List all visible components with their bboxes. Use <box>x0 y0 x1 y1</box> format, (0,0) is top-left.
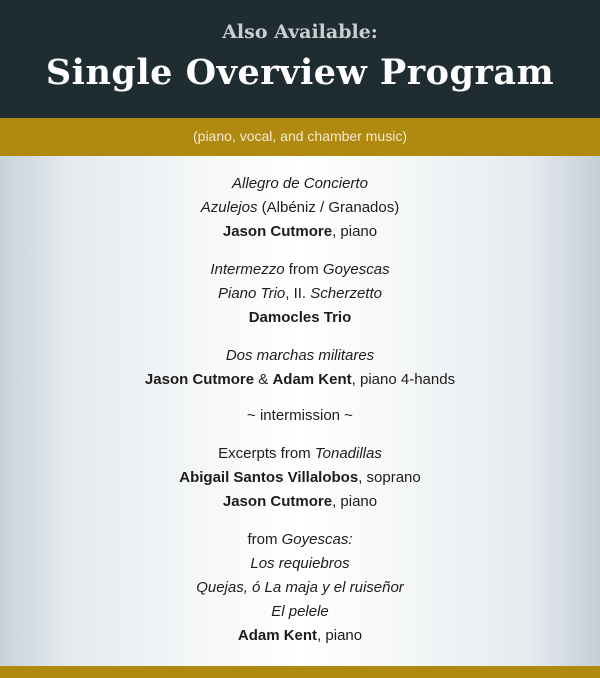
program-work <box>0 531 600 548</box>
performer-line <box>0 469 600 486</box>
performer-line <box>0 493 600 510</box>
program-work: Los requiebros <box>250 555 350 572</box>
work-source: Goyescas <box>322 261 390 278</box>
performer-separator: & <box>254 371 273 388</box>
work-detail: , II. <box>285 285 311 302</box>
work-title: Tonadillas <box>314 445 382 462</box>
bottom-band <box>0 666 600 678</box>
performer-name: Adam Kent <box>272 371 352 388</box>
performer-role: , piano 4-hands <box>351 371 456 388</box>
work-source: Goyescas: <box>281 531 353 548</box>
work-title: Azulejos <box>200 199 258 216</box>
performer-role: , piano <box>332 223 378 240</box>
performer-name: Jason Cutmore <box>144 371 255 388</box>
performer-line <box>0 371 600 388</box>
work-detail: (Albéniz / Granados) <box>257 199 400 216</box>
performer-role: , soprano <box>358 469 421 486</box>
intermission: ~ intermission ~ <box>247 407 353 424</box>
program-list <box>0 156 600 666</box>
work-title: Intermezzo <box>210 261 285 278</box>
program-work <box>0 285 600 302</box>
eyebrow-text: Also Available: <box>222 21 378 43</box>
subtitle: (piano, vocal, and chamber music) <box>193 128 407 144</box>
header-banner <box>0 0 600 118</box>
performer-name: Adam Kent <box>237 627 318 644</box>
performer-name: Damocles Trio <box>248 309 352 326</box>
program-work <box>0 261 600 278</box>
program-work: Allegro de Concierto <box>232 175 368 192</box>
subtitle-band <box>0 118 600 156</box>
performer-name: Jason Cutmore <box>222 493 333 510</box>
page-title: Single Overview Program <box>45 52 555 93</box>
work-movement: Scherzetto <box>310 285 382 302</box>
work-detail: from <box>284 261 323 278</box>
performer-role: , piano <box>317 627 363 644</box>
work-detail: from <box>247 531 282 548</box>
program-work: El pelele <box>271 603 329 620</box>
work-title: Piano Trio <box>218 285 286 302</box>
performer-name: Abigail Santos Villalobos <box>179 469 359 486</box>
program-work: Dos marchas militares <box>225 347 375 364</box>
performer-line <box>0 627 600 644</box>
performer-line <box>0 223 600 240</box>
performer-name: Jason Cutmore <box>222 223 333 240</box>
program-work <box>0 445 600 462</box>
work-detail: Excerpts from <box>218 445 315 462</box>
performer-role: , piano <box>332 493 378 510</box>
program-work: Quejas, ó La maja y el ruiseñor <box>196 579 404 596</box>
program-work <box>0 199 600 216</box>
